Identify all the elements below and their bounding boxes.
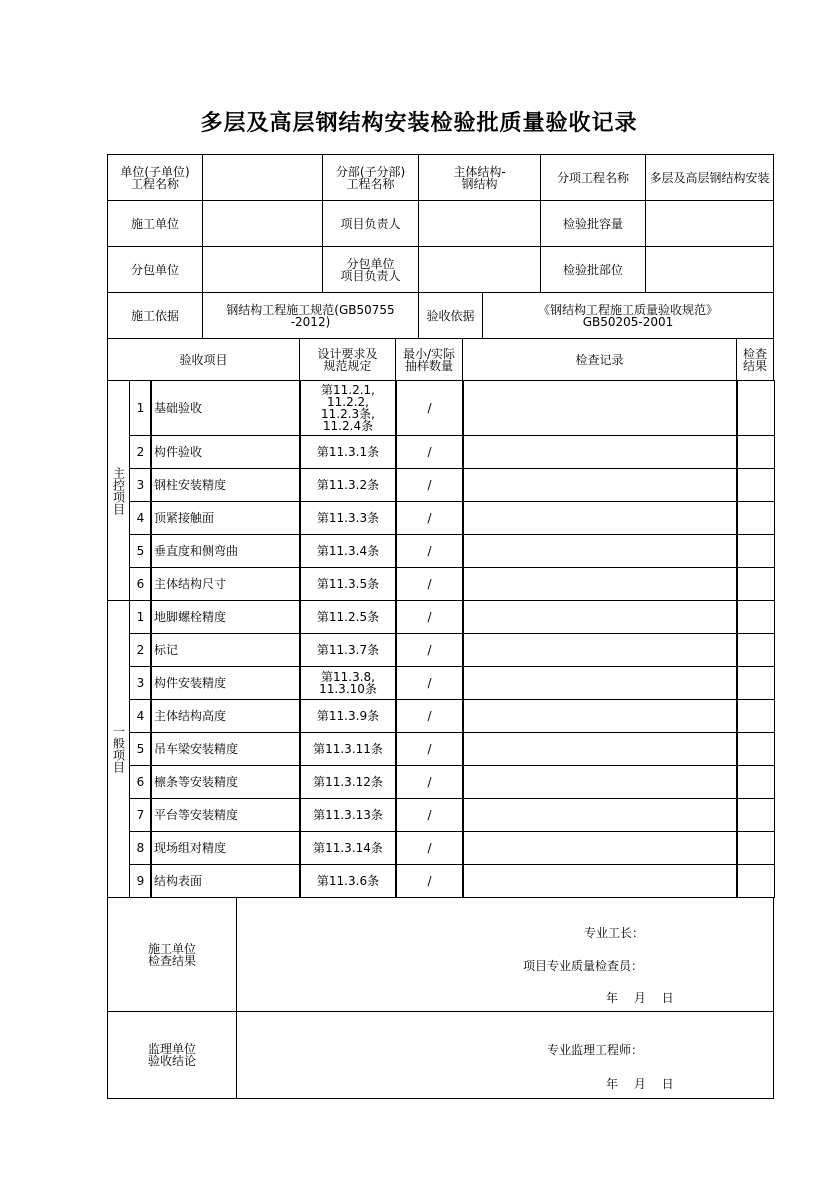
contractor-date: 年 月 日 [606,991,674,1005]
contractor-result-label: 施工单位 检查结果 [107,897,237,1012]
main_section-item-number: 3 [129,468,152,502]
general_section-item-number: 7 [129,798,152,832]
general_section-item-sample: / [395,765,464,799]
unit-project-label: 单位(子单位) 工程名称 [107,154,203,201]
main_section-item-number: 5 [129,534,152,568]
column-header-sample: 最小/实际 抽样数量 [395,338,463,381]
general_section-item-record[interactable] [462,798,738,832]
main_section-item-name: 钢柱安装精度 [150,468,301,502]
general_section-item-spec: 第11.2.5条 [299,600,397,634]
main_section-item-spec: 第11.3.3条 [299,501,397,535]
sub-manager-label: 分包单位 项目负责人 [322,246,419,293]
main_section-item-record[interactable] [462,435,738,469]
general_section-item-name: 现场组对精度 [150,831,301,865]
general_section-item-record[interactable] [462,699,738,733]
general_section-item-name: 构件安装精度 [150,666,301,700]
general_section-item-sample: / [395,864,464,898]
main_section-item-result[interactable] [736,435,775,469]
general_section-item-spec: 第11.3.13条 [299,798,397,832]
general_section-item-result[interactable] [736,864,775,898]
subcontractor-label: 分包单位 [107,246,203,293]
general_section-item-result[interactable] [736,831,775,865]
main_section-item-name: 主体结构尺寸 [150,567,301,601]
general_section-item-name: 檩条等安装精度 [150,765,301,799]
main_section-item-result[interactable] [736,501,775,535]
subitem-label: 分项工程名称 [540,154,646,201]
project-manager-label: 项目负责人 [322,200,419,247]
general_section-item-name: 地脚螺栓精度 [150,600,301,634]
engineer-label: 专业监理工程师： [547,1043,644,1057]
general_section-item-number: 4 [129,699,152,733]
general_section-item-sample: / [395,732,464,766]
general_section-item-name: 结构表面 [150,864,301,898]
main_section-item-result[interactable] [736,567,775,601]
general_section-item-result[interactable] [736,765,775,799]
main_section-item-record[interactable] [462,567,738,601]
general_section-item-name: 平台等安装精度 [150,798,301,832]
batch-location-value[interactable] [645,246,774,293]
general_section-item-name: 标记 [150,633,301,667]
main_section-item-sample: / [395,435,464,469]
main_section-item-name: 垂直度和侧弯曲 [150,534,301,568]
batch-location-label: 检验批部位 [540,246,646,293]
general_section-item-number: 2 [129,633,152,667]
main_section-item-name: 构件验收 [150,435,301,469]
acceptance-basis-label: 验收依据 [418,292,483,339]
foreman-label: 专业工长： [584,926,645,940]
general_section-item-sample: / [395,798,464,832]
sub-manager-value[interactable] [418,246,541,293]
main_section-item-spec: 第11.3.1条 [299,435,397,469]
main_section-item-result[interactable] [736,380,775,436]
main_section-item-number: 6 [129,567,152,601]
main_section-item-sample: / [395,468,464,502]
supervisor-result-area[interactable] [236,1011,774,1099]
main_section-item-spec: 第11.3.2条 [299,468,397,502]
main_section-item-sample: / [395,567,464,601]
project-manager-value[interactable] [418,200,541,247]
general_section-item-record[interactable] [462,666,738,700]
general_section-item-sample: / [395,831,464,865]
general_section-item-number: 1 [129,600,152,634]
division-label: 分部(子分部) 工程名称 [322,154,419,201]
subitem-value[interactable]: 多层及高层钢结构安装 [645,154,774,201]
construction-basis-label: 施工依据 [107,292,203,339]
unit-project-value[interactable] [202,154,323,201]
general_section-item-number: 6 [129,765,152,799]
general-section-label: 一般项目 [107,600,130,898]
general_section-item-record[interactable] [462,633,738,667]
contractor-result-area[interactable] [236,897,774,1012]
main_section-item-sample: / [395,534,464,568]
main_section-item-record[interactable] [462,468,738,502]
main_section-item-record[interactable] [462,501,738,535]
general_section-item-result[interactable] [736,600,775,634]
batch-capacity-value[interactable] [645,200,774,247]
batch-capacity-label: 检验批容量 [540,200,646,247]
main_section-item-result[interactable] [736,468,775,502]
main_section-item-sample: / [395,380,464,436]
construction-basis-value: 钢结构工程施工规范(GB50755 -2012) [202,292,419,339]
general_section-item-number: 5 [129,732,152,766]
main_section-item-spec: 第11.2.1, 11.2.2, 11.2.3条, 11.2.4条 [299,380,397,436]
general_section-item-spec: 第11.3.12条 [299,765,397,799]
general_section-item-sample: / [395,633,464,667]
general_section-item-sample: / [395,600,464,634]
general_section-item-result[interactable] [736,666,775,700]
main_section-item-record[interactable] [462,380,738,436]
main_section-item-name: 基础验收 [150,380,301,436]
general_section-item-number: 3 [129,666,152,700]
general_section-item-name: 吊车梁安装精度 [150,732,301,766]
main_section-item-record[interactable] [462,534,738,568]
main_section-item-number: 2 [129,435,152,469]
main_section-item-result[interactable] [736,534,775,568]
main_section-item-number: 4 [129,501,152,535]
main_section-item-sample: / [395,501,464,535]
general_section-item-record[interactable] [462,831,738,865]
contractor-label: 施工单位 [107,200,203,247]
general_section-item-number: 9 [129,864,152,898]
main_section-item-spec: 第11.3.5条 [299,567,397,601]
general_section-item-result[interactable] [736,798,775,832]
inspector-label: 项目专业质量检查员： [523,959,644,973]
general_section-item-spec: 第11.3.7条 [299,633,397,667]
column-header-design: 设计要求及 规范规定 [299,338,396,381]
column-header-result: 检查 结果 [736,338,774,381]
general_section-item-spec: 第11.3.11条 [299,732,397,766]
subcontractor-value[interactable] [202,246,323,293]
general_section-item-sample: / [395,666,464,700]
general_section-item-spec: 第11.3.14条 [299,831,397,865]
page-title: 多层及高层钢结构安装检验批质量验收记录 [200,111,638,136]
general_section-item-result[interactable] [736,699,775,733]
contractor-value[interactable] [202,200,323,247]
general_section-item-spec: 第11.3.9条 [299,699,397,733]
main_section-item-number: 1 [129,380,152,436]
general_section-item-number: 8 [129,831,152,865]
main-section-label: 主控项目 [107,380,130,601]
general_section-item-result[interactable] [736,732,775,766]
general_section-item-record[interactable] [462,864,738,898]
general_section-item-record[interactable] [462,765,738,799]
general_section-item-result[interactable] [736,633,775,667]
general_section-item-name: 主体结构高度 [150,699,301,733]
supervisor-date: 年 月 日 [606,1077,674,1091]
main_section-item-spec: 第11.3.4条 [299,534,397,568]
supervisor-result-label: 监理单位 验收结论 [107,1011,237,1099]
general_section-item-spec: 第11.3.6条 [299,864,397,898]
general_section-item-record[interactable] [462,732,738,766]
main_section-item-name: 顶紧接触面 [150,501,301,535]
acceptance-basis-value: 《钢结构工程施工质量验收规范》 GB50205-2001 [482,292,774,339]
general_section-item-record[interactable] [462,600,738,634]
general_section-item-spec: 第11.3.8, 11.3.10条 [299,666,397,700]
column-header-record: 检查记录 [462,338,737,381]
division-value[interactable]: 主体结构- 钢结构 [418,154,541,201]
column-header-item: 验收项目 [107,338,300,381]
general_section-item-sample: / [395,699,464,733]
